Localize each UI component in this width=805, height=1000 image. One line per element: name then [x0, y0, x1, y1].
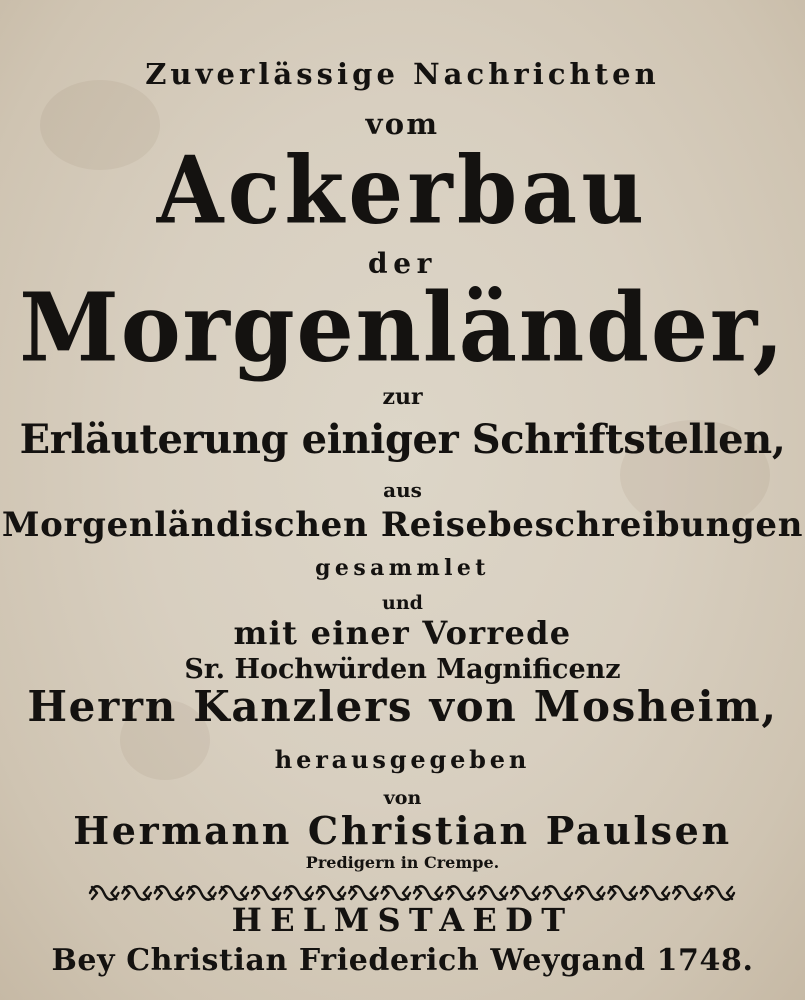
ornament-segment: [414, 886, 442, 900]
title-line-reisebeschreibungen: Morgenländischen Reisebeschreibungen: [1, 505, 804, 545]
ornament-segment: [187, 886, 215, 900]
ornament-segment: [446, 886, 474, 900]
title-line-vorrede: mit einer Vorrede: [233, 614, 572, 652]
ornament-segment: [544, 886, 572, 900]
title-line-erlaeuterung: Erläuterung einiger Schriftstellen,: [19, 416, 786, 463]
ornament-segment: [317, 886, 345, 900]
ornament-segment: [252, 886, 280, 900]
title-line-zur: zur: [382, 384, 423, 410]
title-line-von: von: [383, 787, 422, 809]
ornament-segment: [155, 886, 183, 900]
ornament-segment: [382, 886, 410, 900]
ornament-segment: [706, 886, 734, 900]
imprint-publisher-year: Bey Christian Friederich Weygand 1748.: [51, 943, 754, 978]
author-position: Predigern in Crempe.: [305, 853, 500, 872]
title-line-vom: vom: [365, 107, 440, 141]
ornament-segment: [284, 886, 312, 900]
ornament-segment: [349, 886, 377, 900]
ornament-segment: [479, 886, 507, 900]
title-line-der: der: [368, 247, 437, 280]
title-line-mosheim: Herrn Kanzlers von Mosheim,: [27, 682, 778, 731]
title-line-reliable-news: Zuverlässige Nachrichten: [145, 57, 660, 91]
title-main-morgenlaender: Morgenländer,: [19, 272, 786, 384]
title-line-magnificenz: Sr. Hochwürden Magnificenz: [184, 654, 621, 685]
ornament-segment: [122, 886, 150, 900]
ornament-segment: [90, 886, 118, 900]
ornament-segment: [576, 886, 604, 900]
title-line-und: und: [382, 592, 423, 614]
imprint-city: HELMSTAEDT: [231, 901, 574, 939]
title-main-ackerbau: Ackerbau: [156, 135, 649, 245]
ornament-segment: [608, 886, 636, 900]
ornament-segment: [511, 886, 539, 900]
ornament-segment: [220, 886, 248, 900]
ornament-segment: [641, 886, 669, 900]
title-line-gesammlet: gesammlet: [315, 555, 490, 581]
title-line-herausgegeben: herausgegeben: [274, 745, 531, 774]
author-name: Hermann Christian Paulsen: [73, 808, 732, 853]
ornament-segment: [673, 886, 701, 900]
title-line-aus: aus: [383, 478, 422, 502]
